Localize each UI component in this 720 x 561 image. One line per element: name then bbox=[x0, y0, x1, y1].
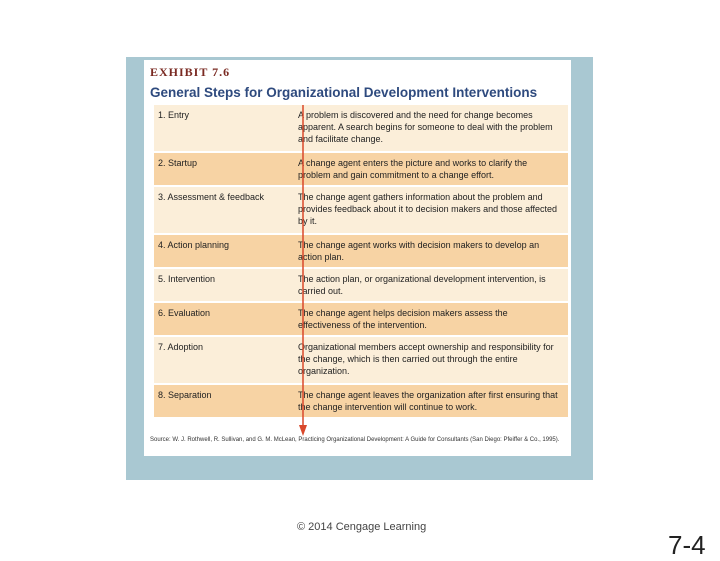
exhibit-label: EXHIBIT 7.6 bbox=[150, 65, 231, 79]
step-name: 6. Evaluation bbox=[158, 308, 211, 318]
step-row-adoption bbox=[154, 337, 568, 383]
step-row-assessment bbox=[154, 187, 568, 233]
step-name: 7. Adoption bbox=[158, 342, 204, 352]
step-name: 5. Intervention bbox=[158, 274, 216, 284]
step-description: Organizational members accept ownership and responsibility for the change, which is then carried out through the entire organization. bbox=[298, 342, 554, 376]
step-row-entry bbox=[154, 105, 568, 151]
step-description: The change agent works with decision makers to develop an action plan. bbox=[298, 240, 540, 262]
copyright-notice: © 2014 Cengage Learning bbox=[297, 521, 427, 533]
step-name: 3. Assessment & feedback bbox=[158, 192, 265, 202]
exhibit-title: General Steps for Organizational Development Interventions bbox=[150, 85, 538, 100]
step-row-separation bbox=[154, 385, 568, 417]
step-description: A problem is discovered and the need for change becomes apparent. A search begins for someone to deal with the problem and facilitate change. bbox=[298, 110, 553, 144]
step-row-evaluation bbox=[154, 303, 568, 335]
step-description: The change agent leaves the organization after first ensuring that the change intervention will continue to work. bbox=[298, 390, 558, 412]
source-citation: Source: W. J. Rothwell, R. Sullivan, and G. M. McLean, Practicing Organizational Development: A Guide for Consultants (San Diego: Pfeiffer & Co., 1995). bbox=[150, 437, 560, 443]
step-description: The change agent helps decision makers assess the effectiveness of the intervention. bbox=[298, 308, 508, 330]
step-description: A change agent enters the picture and works to clarify the problem and gain commitment to a change effort. bbox=[298, 158, 528, 180]
exhibit-panel bbox=[144, 60, 571, 456]
steps-table bbox=[154, 105, 568, 419]
step-row-intervention bbox=[154, 269, 568, 301]
step-description: The change agent gathers information about the problem and provides feedback about it to decision makers and those affected by it. bbox=[298, 192, 557, 226]
step-row-startup bbox=[154, 153, 568, 185]
step-name: 8. Separation bbox=[158, 390, 212, 400]
step-row-action-planning bbox=[154, 235, 568, 267]
page-number: 7-4 bbox=[668, 530, 706, 560]
step-name: 2. Startup bbox=[158, 158, 198, 168]
step-description: The action plan, or organizational development intervention, is carried out. bbox=[298, 274, 546, 296]
step-name: 4. Action planning bbox=[158, 240, 230, 250]
step-name: 1. Entry bbox=[158, 110, 190, 120]
